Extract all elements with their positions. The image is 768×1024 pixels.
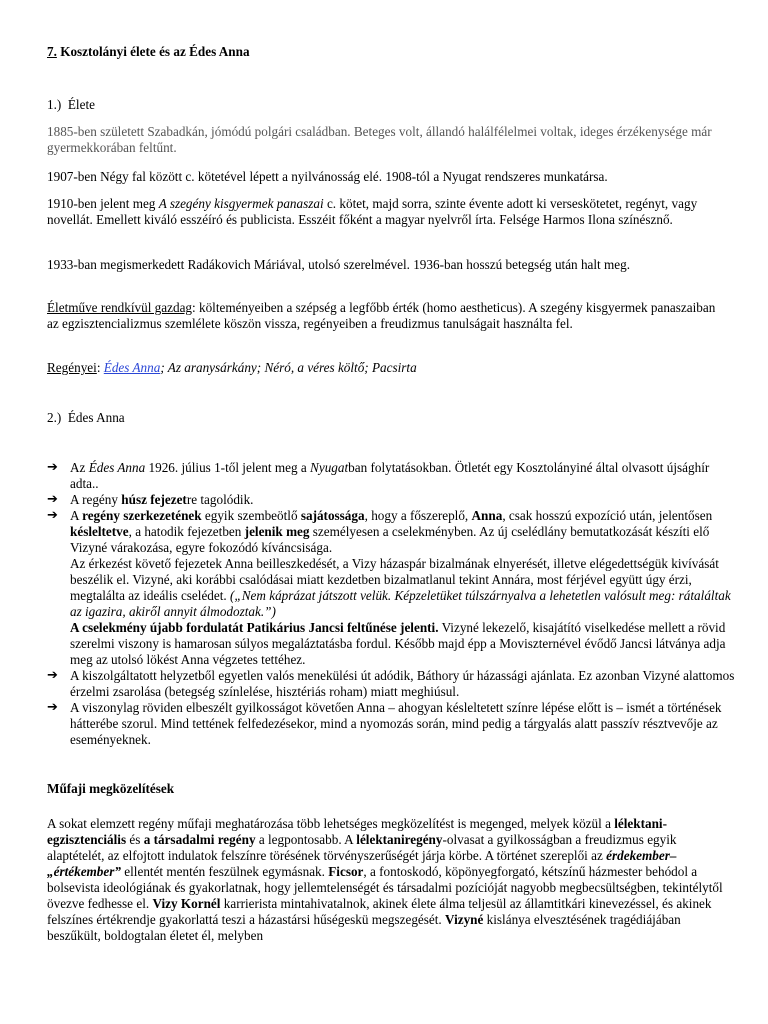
text-span: -olvasat a gyilkosságban a freudizmus egyik alaptételét, az elfojtott indulatok felszínre törésének törvényszerűségét járja körbe. A történet szereplői az: [47, 832, 677, 863]
text-span: Az érkezést követő fejezetek Anna beilleszkedését, a Vizy házaspár bizalmának elnyerését, illetve elégedettségük kivívását beszélik el. Vizyné, aki korábbi csalódásai miatt kezdetben bizalmatlanul tekint Annára, most férjével együtt úgy érzi, megtalálta az ideális cselédet.: [70, 556, 719, 603]
text-span: A sokat elemzett regény műfaji meghatározása több lehetséges megközelítést is megenged, melyek közül a: [47, 816, 615, 831]
novel-list: ; Az aranysárkány; Néró, a véres költő; Pacsirta: [160, 360, 417, 375]
text-span: 1926. július 1-től jelent meg a: [145, 460, 311, 475]
text-span: 1910-ben jelent meg: [47, 196, 159, 211]
text-span: ban folytatásokban. Ötletét egy Kosztolányiné által olvasott újsághír adta..: [70, 460, 710, 491]
text-span: , hogy a főszereplő,: [364, 508, 472, 523]
text-span: egyik szembeötlő: [201, 508, 301, 523]
paragraph-works: [47, 196, 727, 228]
text-span: sajátossága: [300, 508, 365, 523]
arrow-icon: ➔: [47, 668, 58, 683]
text-span: :: [96, 360, 104, 375]
text-span: Az: [70, 460, 89, 475]
arrow-icon: ➔: [47, 508, 58, 523]
paragraph-novels: [47, 360, 727, 376]
text-span: A: [70, 508, 83, 523]
text-span: kislánya elvesztésének tragédiájában beszűkült, boldogtalan életet él, melyben: [47, 912, 681, 943]
arrow-icon: ➔: [47, 700, 58, 715]
text-span: A cselekmény újabb fordulatát Patikárius Jancsi feltűnése jelenti.: [70, 620, 439, 635]
text-span: személyesen a cselekményben. Az új cselédlány bemutatkozását készíti elő Vizyné várakozása, egyre fokozódó kíváncsisága.: [70, 524, 710, 555]
page-title: [47, 44, 727, 60]
title-text: Kosztolányi élete és az Édes Anna: [60, 44, 250, 59]
list-item: [47, 508, 737, 556]
text-span: A kiszolgáltatott helyzetből egyetlen valós menekülési út adódik, Báthory úr házassági ajánlata. Ez azonban Vizyné alattomos érzelmi zsarolása (betegség színlelése, hisztériás roham) miatt meghiúsul.: [70, 668, 735, 699]
text-span: a legpontosabb. A: [255, 832, 357, 847]
text-span: lélektaniregény: [356, 832, 443, 847]
arrow-icon: ➔: [47, 460, 58, 475]
arrow-icon: ➔: [47, 492, 58, 507]
text-span: érdekember–„értékember”: [47, 848, 677, 879]
text-span: regény szerkezetének: [82, 508, 202, 523]
text-span: , a hatodik fejezetben: [128, 524, 245, 539]
text-span: és: [126, 832, 144, 847]
text-span: Vizy Kornél: [152, 896, 221, 911]
underlined-term: Regényei: [47, 360, 97, 375]
text-span: jelenik meg: [244, 524, 310, 539]
list-item: [47, 460, 737, 492]
text-span: Édes Anna: [88, 460, 146, 475]
quote: („Nem káprázat játszott velük. Képzeletüket túlszárnyalva a lehetetlen valósult meg: rátaláltak az igazira, akiről annyit álmodoztak.”): [70, 588, 731, 619]
paragraph-death: 1933-ban megismerkedett Radákovich Máriával, utolsó szerelmével. 1936-ban hosszú betegség után halt meg.: [47, 257, 631, 272]
text-span: húsz fejezet: [121, 492, 187, 507]
text-span: , csak hosszú expozíció után, jelentősen: [502, 508, 713, 523]
text-span: Ficsor: [328, 864, 364, 879]
text-span: A regény: [70, 492, 122, 507]
text-span: ellentét mentén feszülnek egymásnak.: [120, 864, 329, 879]
list-item: [47, 700, 737, 748]
section-heading-edes-anna: 2.) Édes Anna: [47, 410, 125, 425]
text-span: Vizyné: [445, 912, 484, 927]
paragraph-debut: 1907-ben Négy fal között c. kötetével lépett a nyilvánosság elé. 1908-tól a Nyugat rendszeres munkatársa.: [47, 169, 608, 184]
section-heading-life: 1.) Élete: [47, 97, 95, 112]
list-item-continuation: [47, 620, 737, 668]
edes-anna-link[interactable]: Édes Anna: [103, 360, 161, 375]
text-span: Nyugat: [310, 460, 349, 475]
title-number: 7.: [47, 44, 57, 59]
text-span: A viszonylag röviden elbeszélt gyilkosságot követően Anna – ahogyan késleltetett színre lépése előtt is – ismét a történések hátterébe szorul. Mind tettének felfedezésekor, mind a nyomozás során, mind pedig a tárgyalás alatt passzív résztvevője az eseményeknek.: [70, 700, 722, 747]
list-item: [47, 668, 737, 700]
work-title: A szegény kisgyermek panaszai: [158, 196, 324, 211]
list-item: [47, 492, 737, 508]
text-span: késleltetve: [70, 524, 129, 539]
underlined-term: Életműve rendkívül gazdag: [47, 300, 193, 315]
text-span: Vizyné lekezelő, kisajátító viselkedése mellett a rövid szerelmi viszony is hamarosan súlyos megaláztatásba fordul. Később majd épp a Moviszternével évődő Jancsi látványa adja meg az utolsó lökést Anna végzetes tettéhez.: [70, 620, 726, 667]
bullet-list: [47, 460, 737, 748]
paragraph-birth: 1885-ben született Szabadkán, jómódú polgári családban. Beteges volt, állandó halálfélelmei voltak, ideges érzékenysége már gyermekkorában feltűnt.: [47, 124, 712, 155]
text-span: re tagolódik.: [186, 492, 254, 507]
text-span: c. kötet, majd sorra, szinte évente adott ki verseskötetet, regényt, vagy novellát. Emellett kiváló esszéíró és publicista. Esszéit főként a magyar nyelvről írta. Felsége Harmos Ilona színésznő.: [47, 196, 698, 227]
text-span: karrierista mintahivatalnok, akinek élete álma teljesül az államtitkári kinevezéssel, és akinek felszínes értékrendje gyakorlattá teszi a házastársi hűségeskü megszegését.: [47, 896, 712, 927]
text-span: , a fontoskodó, köpönyegforgató, kétszínű házmester behódol a bolsevista ideológiának és gyakorlatnak, hogy jellemtelenségét és társadalmi pozícióját nagyobb megbecsültségben, tekintélytől övezve fedhesse el.: [47, 864, 723, 911]
text-span: Anna: [471, 508, 503, 523]
paragraph-genre: [47, 816, 729, 944]
text-span: lélektani-egzisztenciális: [47, 816, 667, 847]
section-heading-genre: Műfaji megközelítések: [47, 781, 175, 796]
list-item-continuation: [47, 556, 737, 620]
text-span: : költeményeiben a szépség a legfőbb érték (homo aestheticus). A szegény kisgyermek panaszaiban az egzisztencializmus szemlélete köszön vissza, regényeiben a freudizmus tanulságait használta fel.: [47, 300, 716, 331]
text-span: a társadalmi regény: [143, 832, 256, 847]
paragraph-oeuvre: [47, 300, 727, 332]
